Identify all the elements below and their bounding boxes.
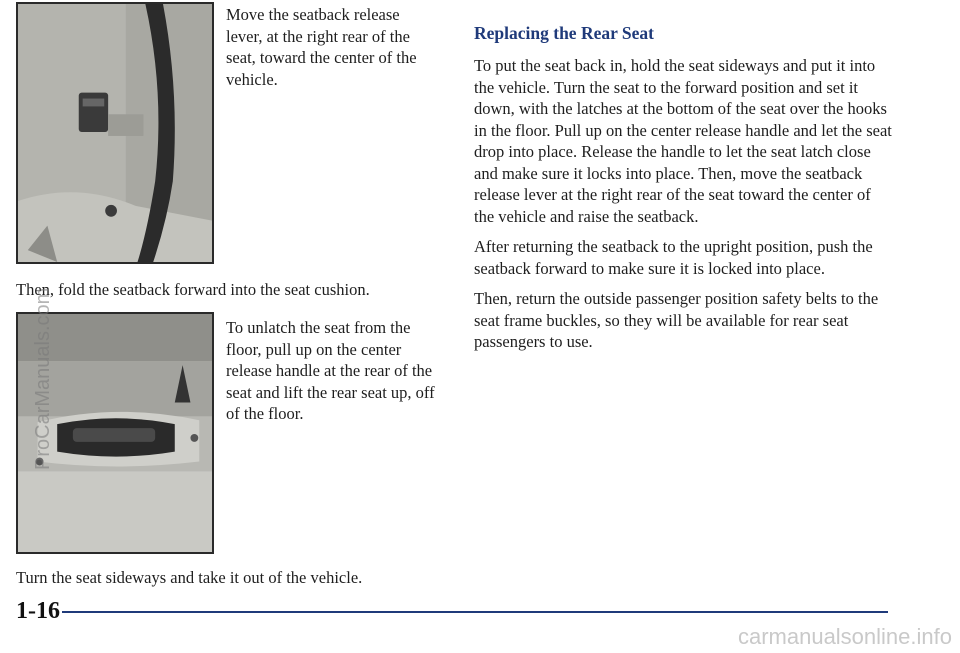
section-heading: Replacing the Rear Seat	[474, 23, 654, 43]
bottom-watermark: carmanualsonline.info	[737, 624, 952, 649]
seatback-release-lever-photo	[16, 2, 214, 264]
side-watermark: ProCarManuals.com	[32, 287, 54, 470]
page-number: 1-16	[16, 598, 60, 624]
body-paragraph: After returning the seatback to the upright position, push the seatback forward to make sure it is locked into place.	[474, 237, 873, 278]
photo1-caption: Move the seatback release lever, at the right rear of the seat, toward the center of the vehicle.	[226, 5, 417, 89]
body-paragraph: Then, return the outside passenger position safety belts to the seat frame buckles, so they will be available for rear seat passengers to use.	[474, 289, 879, 351]
remove-seat-instruction: Turn the seat sideways and take it out of the vehicle.	[16, 568, 363, 587]
fold-instruction: Then, fold the seatback forward into the seat cushion.	[16, 280, 370, 299]
photo2-caption: To unlatch the seat from the floor, pull up on the center release handle at the rear of the seat and lift the rear seat up, off of the floor.	[226, 318, 435, 423]
footer-rule	[62, 611, 888, 613]
body-paragraph: To put the seat back in, hold the seat sideways and put it into the vehicle. Turn the seat to the forward position and set it down, with the latches at the bottom of the seat over the hooks in the floor. Pull up on the center release handle and let the seat drop into place. Release the handle to let the seat latch close and make sure it locks into place. Then, move the seatback release lever at the right rear of the seat toward the center of the vehicle and raise the seatback.	[474, 56, 892, 226]
right-column-body	[474, 55, 894, 362]
